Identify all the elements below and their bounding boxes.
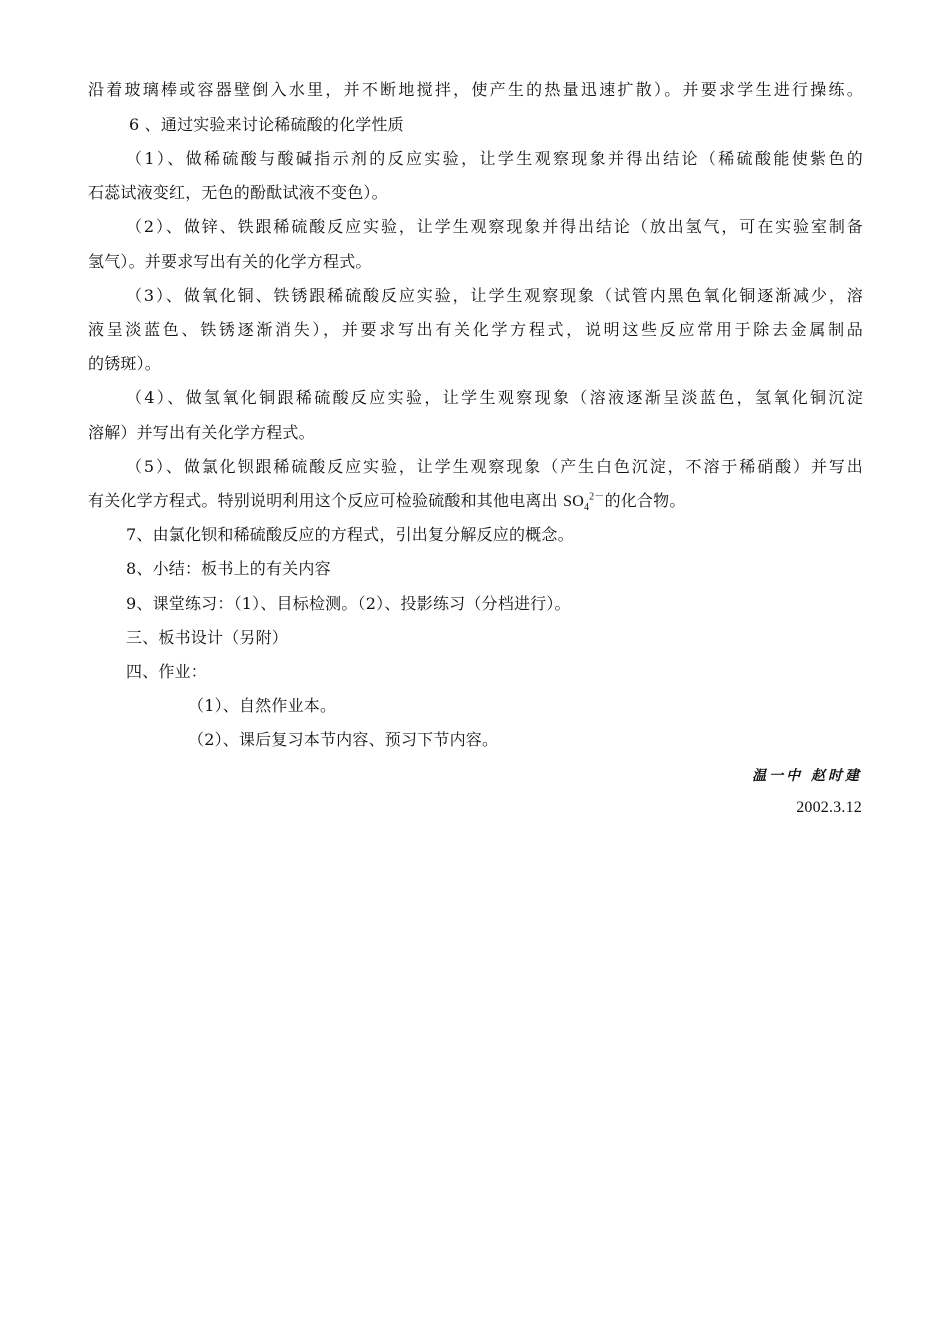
homework-item-1: （1）、自然作业本。 (188, 696, 337, 715)
paragraph-line: 的锈斑）。 (88, 354, 162, 373)
paragraph-line-with-formula (88, 490, 686, 513)
paragraph-line: （3）、做氧化铜、铁锈跟稀硫酸反应实验，让学生观察现象（试管内黑色氧化铜逐渐减少，溶 (126, 286, 863, 305)
section-item-9: 9、课堂练习：（1）、目标检测。（2）、投影练习（分档进行）。 (126, 594, 571, 613)
paragraph-line: 溶解）并写出有关化学方程式。 (88, 423, 315, 442)
paragraph-line: 沿着玻璃棒或容器壁倒入水里，并不断地搅拌，使产生的热量迅速扩散）。并要求学生进行操练。 (88, 80, 863, 99)
paragraph-line: （1）、做稀硫酸与酸碱指示剂的反应实验，让学生观察现象并得出结论（稀硫酸能使紫色的 (126, 149, 863, 168)
paragraph-line: （2）、做锌、铁跟稀硫酸反应实验，让学生观察现象并得出结论（放出氢气，可在实验室制备 (126, 217, 863, 236)
paragraph-line: 石蕊试液变红，无色的酚酞试液不变色）。 (88, 183, 388, 202)
paragraph-line: （4）、做氢氧化铜跟稀硫酸反应实验，让学生观察现象（溶液逐渐呈淡蓝色，氢氧化铜沉淀 (126, 388, 863, 407)
section-heading-3: 三、板书设计（另附） (126, 628, 289, 647)
paragraph-line: 氢气）。并要求写出有关的化学方程式。 (88, 252, 372, 271)
paragraph-line: （5）、做氯化钡跟稀硫酸反应实验，让学生观察现象（产生白色沉淀，不溶于稀硝酸）并写出 (126, 457, 863, 476)
sulfate-ion-formula: $SO_4^{2-}$ (563, 491, 605, 514)
document-date: 2002.3.12 (796, 799, 862, 816)
formula-line-after: 的化合物。 (604, 491, 686, 510)
formula-line-before: 有关化学方程式。特别说明利用这个反应可检验硫酸和其他电离出 (88, 491, 564, 510)
author-signature: 温一中 赵时建 (752, 768, 862, 784)
section-item-7: 7、由氯化钡和稀硫酸反应的方程式，引出复分解反应的概念。 (126, 525, 574, 544)
section-item-8: 8、小结：板书上的有关内容 (126, 559, 331, 578)
paragraph-line: 液呈淡蓝色、铁锈逐渐消失），并要求写出有关化学方程式，说明这些反应常用于除去金属制品 (88, 320, 863, 339)
section-heading-6: 6 、通过实验来讨论稀硫酸的化学性质 (129, 115, 404, 134)
section-heading-4: 四、作业： (126, 662, 208, 681)
homework-item-2: （2）、课后复习本节内容、预习下节内容。 (188, 730, 499, 749)
